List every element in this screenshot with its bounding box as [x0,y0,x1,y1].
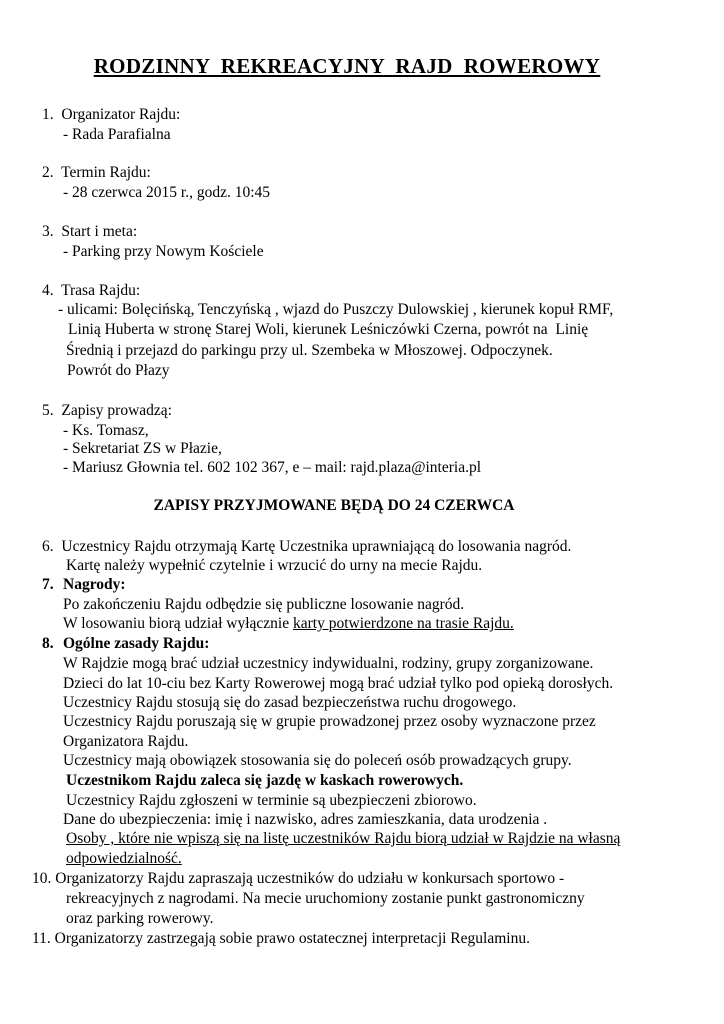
section-date-item: - 28 czerwca 2015 r., godz. 10:45 [63,184,271,201]
section-contests-line: oraz parking rowerowy. [66,910,214,927]
section-start-heading: 3. Start i meta: [42,223,138,240]
route-line: Średnią i przejazd do parkingu przy ul. Szembeka w Młoszowej. Odpoczynek. [66,342,553,359]
section-organizer-item: - Rada Parafialna [63,126,171,143]
rules-insurance-line: Uczestnicy Rajdu zgłoszeni w terminie są ubezpieczeni zbiorowo. [66,792,477,809]
registration-item: - Sekretariat ZS w Płazie, [63,440,222,457]
prizes-line: Po zakończeniu Rajdu odbędzie się publiczne losowanie nagród. [63,596,465,613]
rules-helmet-line: Uczestnikom Rajdu zaleca się jazdę w kaskach rowerowych. [66,772,464,789]
prizes-line-underlined: karty potwierdzone na trasie Rajdu. [293,615,514,632]
section-route-heading: 4. Trasa Rajdu: [42,282,141,299]
route-line: - ulicami: Bolęcińską, Tenczyńską , wjazd do Puszczy Dulowskiej , kierunek kopuł RMF, [58,301,614,318]
rules-line: Uczestnicy Rajdu poruszają się w grupie prowadzonej przez osoby wyznaczone przez [63,713,596,730]
section-rules-heading: Ogólne zasady Rajdu: [63,635,210,652]
rules-line: Dzieci do lat 10-ciu bez Karty Rowerowej mogą brać udział tylko pod opieką dorosłych. [63,675,614,692]
rules-responsibility-line: odpowiedzialność. [66,850,182,867]
section-start-item: - Parking przy Nowym Kościele [63,243,264,260]
rules-line: Organizatora Rajdu. [63,733,189,750]
section-contests-line: 10. Organizatorzy Rajdu zapraszają uczestników do udziału w konkursach sportowo - [32,870,565,887]
section-interpretation-line: 11. Organizatorzy zastrzegają sobie prawo ostatecznej interpretacji Regulaminu. [32,930,530,947]
section-prizes-number: 7. [42,576,54,593]
section-prizes-heading: Nagrody: [63,576,126,593]
section-date-heading: 2. Termin Rajdu: [42,164,151,181]
registration-item: - Mariusz Głownia tel. 602 102 367, e – mail: rajd.plaza@interia.pl [63,459,482,476]
rules-responsibility-line: Osoby , które nie wpiszą się na listę uczestników Rajdu biorą udział w Rajdzie na własną [66,830,621,847]
route-line: Powrót do Płazy [67,362,170,379]
page-title: RODZINNY REKREACYJNY RAJD ROWEROWY [93,54,601,78]
rules-line: W Rajdzie mogą brać udział uczestnicy indywidualni, rodziny, grupy zorganizowane. [63,655,594,672]
route-line: Linią Huberta w stronę Starej Woli, kierunek Leśniczówki Czerna, powrót na Linię [68,321,589,338]
rules-line: Uczestnicy Rajdu stosują się do zasad bezpieczeństwa ruchu drogowego. [63,694,517,711]
section-rules-number: 8. [42,635,54,652]
prizes-line-prefix: W losowaniu biorą udział wyłącznie [63,615,293,632]
section-organizer-heading: 1. Organizator Rajdu: [42,106,181,123]
section-registration-heading: 5. Zapisy prowadzą: [42,402,172,419]
registration-item: - Ks. Tomasz, [63,422,149,439]
registration-deadline-heading: ZAPISY PRZYJMOWANE BĘDĄ DO 24 CZERWCA [153,497,515,514]
section-card-line: Kartę należy wypełnić czytelnie i wrzucić do urny na mecie Rajdu. [66,557,483,574]
prizes-line [63,614,514,634]
rules-insurance-line: Dane do ubezpieczenia: imię i nazwisko, adres zamieszkania, data urodzenia . [63,811,548,828]
rules-line: Uczestnicy mają obowiązek stosowania się do poleceń osób prowadzących grupy. [63,752,572,769]
section-card-line: 6. Uczestnicy Rajdu otrzymają Kartę Uczestnika uprawniającą do losowania nagród. [42,538,572,555]
section-contests-line: rekreacyjnych z nagrodami. Na mecie uruchomiony zostanie punkt gastronomiczny [66,890,585,907]
